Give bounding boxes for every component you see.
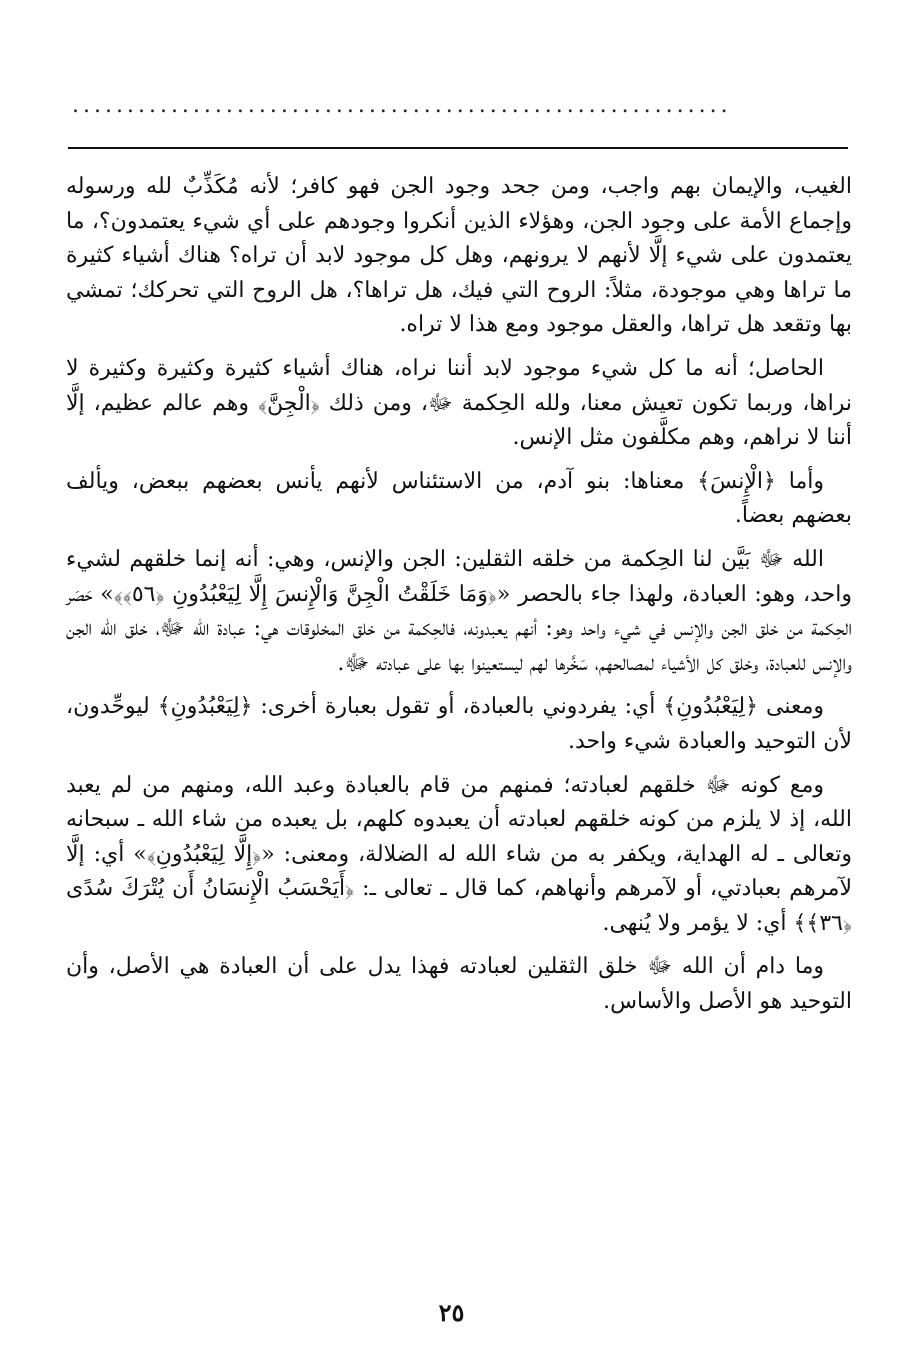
paragraph-5: ومعنى ﴿لِيَعْبُدُونِ﴾ أي: يفردوني بالعبادة، أو تقول بعبارة أخرى: ﴿لِيَعْبُدُونِ﴾ ليوحِّدون، لأن التوحيد والعبادة شيء واحد. bbox=[66, 694, 852, 754]
page-number: ٢٥ bbox=[438, 1298, 465, 1327]
header-divider bbox=[68, 147, 848, 149]
header-dotted-line: ............................................................ bbox=[72, 96, 732, 116]
paragraph-4: الله ﷻ بَيَّن لنا الحِكمة من خلقه الثقلين: الجن والإنس، وهي: أنه إنما خلقهم لشيء واحد، وهو: العبادة، ولهذا جاء بالحصر «﴿وَمَا خَلَقْتُ الْجِنَّ وَالْإِنسَ إِلَّا لِيَعْبُدُونِ ﴿٥٦﴾﴾» حَصَر الحِكمة من خلق الجن والإنس في شيء واحد وهو: أنهم يعبدونه، فالحِكمة من خلق المخلوقات هي: عبادة الله ﷻ، خلق الله الجن والإنس للعبادة، وخلق كل الأشياء لمصالحهم، سَخَّرها لهم ليستعينوا بها على عبادته ﷻ. bbox=[66, 546, 852, 676]
paragraph-3: وأما ﴿الْإِنسَ﴾ معناها: بنو آدم، من الاستئناس لأنهم يأنس بعضهم ببعض، ويألف بعضهم بعضاً. bbox=[66, 468, 852, 529]
paragraph-1: الغيب، والإيمان بهم واجب، ومن جحد وجود الجن فهو كافر؛ لأنه مُكَذِّبٌ لله ورسوله وإجماع الأمة على وجود الجن، وهؤلاء الذين أنكروا وجودهم على أي شيء يعتمدون؟، ما يعتمدون على شيء إلَّا لأنهم لا يرونهم، وهل كل موجود لابد أن تراه؟ هناك أشياء كثيرة ما تراها وهي موجودة، مثلاً: الروح التي فيك، هل تراها؟، هل الروح التي تحركك؛ تمشي بها وتقعد هل تراها، والعقل موجود ومع هذا لا تراه. bbox=[66, 174, 852, 338]
paragraph-6: ومع كونه ﷻ خلقهم لعبادته؛ فمنهم من قام بالعبادة وعبد الله، ومنهم من لم يعبد الله، إذ لا يلزم من كونه خلقهم لعبادته أن يعبدوه كلهم، بل يعبده من شاء الله ـ سبحانه وتعالى ـ له الهداية، ويكفر به من شاء الله له الضلالة، ومعنى: «﴿إِلَّا لِيَعْبُدُونِ﴾» أي: إلَّا لآمرهم بعبادتي، أو لآمرهم وأنهاهم، كما قال ـ تعالى ـ: ﴿أَيَحْسَبُ الْإِنسَانُ أَن يُتْرَكَ سُدًى ﴿٣٦﴾﴾ أي: لا يؤمر ولا يُنهى. bbox=[66, 772, 852, 936]
paragraph-2: الحاصل؛ أنه ما كل شيء موجود لابد أننا نراه، هناك أشياء كثيرة وكثيرة وكثيرة لا نراها، وربما تكون تعيش معنا، ولله الحِكمة ﷻ، ومن ذلك ﴿الْجِنَّ﴾ وهم عالم عظيم، إلَّا أننا لا نراهم، وهم مكلَّفون مثل الإنس. bbox=[66, 355, 852, 451]
paragraph-7: وما دام أن الله ﷻ خلق الثقلين لعبادته فهذا يدل على أن العبادة هي الأصل، وأن التوحيد هو الأصل والأساس. bbox=[66, 954, 852, 1015]
page-body bbox=[66, 170, 852, 1029]
